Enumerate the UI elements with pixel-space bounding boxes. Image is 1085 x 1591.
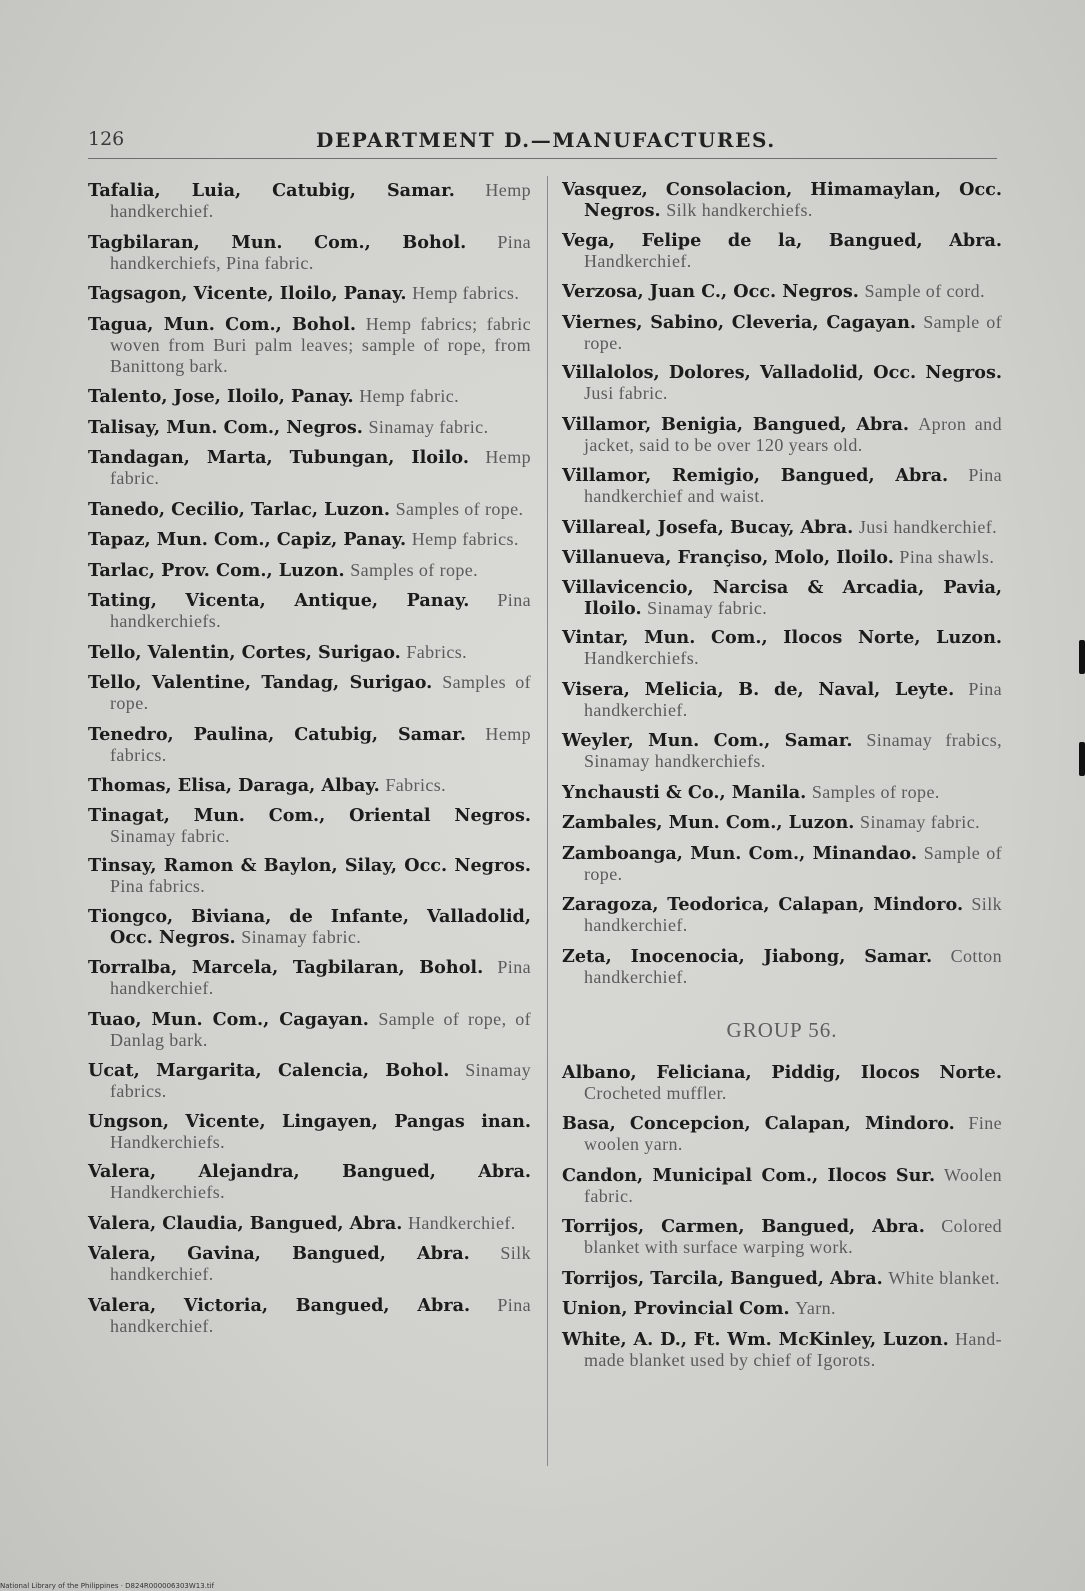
entry-text <box>88 724 531 766</box>
entry-text <box>88 1009 531 1051</box>
entry-text <box>562 628 1002 669</box>
exhibit-description: Sinamay fabric. <box>368 416 489 437</box>
exhibitor-name: Tinsay, Ramon & Baylon, Silay, Occ. Negros. <box>88 855 531 876</box>
directory-entry <box>88 907 531 948</box>
entry-text <box>562 782 1002 803</box>
directory-entry <box>88 1060 531 1102</box>
exhibit-description: Cotton handkerchief. <box>584 945 1002 987</box>
directory-entry <box>88 417 531 438</box>
directory-entry <box>88 283 531 304</box>
exhibitor-name: Tating, Vicenta, Antique, Panay. <box>88 590 470 611</box>
exhibit-description: Sinamay fabric. <box>110 825 230 846</box>
directory-entry <box>88 672 531 714</box>
exhibitor-name: Verzosa, Juan C., Occ. Negros. <box>562 281 859 302</box>
exhibit-description: Pina handkerchiefs, Pina fabric. <box>110 231 531 273</box>
exhibit-description: Pina handkerchiefs. <box>110 590 531 631</box>
exhibitor-name: Tarlac, Prov. Com., Luzon. <box>88 559 345 581</box>
entry-text <box>562 730 1002 772</box>
directory-entry <box>88 1295 531 1337</box>
scan-edge-mark <box>1079 640 1085 674</box>
directory-entry <box>562 1298 1002 1319</box>
right-column <box>562 180 1002 1380</box>
directory-entry <box>88 724 531 766</box>
exhibitor-name: Tagua, Mun. Com., Bohol. <box>88 313 356 335</box>
exhibitor-name: Zaragoza, Teodorica, Calapan, Mindoro. <box>562 894 964 915</box>
exhibit-description: Hemp fabric. <box>110 447 531 488</box>
exhibit-description: Hand-made blanket used by chief of Igorots. <box>584 1328 1002 1370</box>
exhibitor-name: Villanueva, Françiso, Molo, Iloilo. <box>562 547 894 568</box>
exhibit-description: Fabrics. <box>385 775 447 795</box>
entry-text <box>88 1243 531 1285</box>
exhibit-description: Sample of cord. <box>864 281 985 301</box>
directory-entry <box>562 1329 1002 1371</box>
scan-credit: National Library of the Philippines · D824R000006303W13.tif <box>0 1582 215 1590</box>
exhibitor-name: Visera, Melicia, B. de, Naval, Leyte. <box>562 678 955 700</box>
exhibit-description: Hemp fabrics; fabric woven from Buri palm leaves; sample of rope, from Banittong bark. <box>110 313 531 376</box>
directory-entry <box>562 1216 1002 1258</box>
exhibitor-name: Zamboanga, Mun. Com., Minandao. <box>562 842 917 864</box>
exhibit-description: Hemp fabrics. <box>110 723 532 765</box>
entry-text <box>88 529 531 550</box>
directory-entry <box>88 180 531 222</box>
entry-text <box>562 843 1002 885</box>
directory-entry <box>562 843 1002 885</box>
exhibit-description: Silk handkerchiefs. <box>666 200 813 220</box>
right-column-entries <box>562 180 1002 988</box>
entry-text <box>562 414 1002 456</box>
directory-entry <box>88 806 531 847</box>
entry-text <box>88 672 531 714</box>
exhibitor-name: Tandagan, Marta, Tubungan, Iloilo. <box>88 447 469 468</box>
exhibit-description: Sinamay fabric. <box>647 597 768 618</box>
exhibitor-name: Thomas, Elisa, Daraga, Albay. <box>88 775 380 796</box>
exhibit-description: Samples of rope. <box>110 672 532 713</box>
entry-text <box>562 547 1002 568</box>
left-column <box>88 180 531 1346</box>
exhibit-description: Pina handkerchief. <box>110 957 531 998</box>
directory-entry <box>562 894 1002 936</box>
directory-entry <box>562 281 1002 302</box>
entry-text <box>562 1113 1002 1155</box>
directory-entry <box>562 1268 1002 1289</box>
exhibitor-name: Basa, Concepcion, Calapan, Mindoro. <box>562 1113 955 1134</box>
exhibitor-name: Ynchausti & Co., Manila. <box>562 781 807 803</box>
exhibit-description: Jusi fabric. <box>584 383 668 403</box>
directory-entry <box>88 1009 531 1051</box>
entry-text <box>88 314 531 377</box>
directory-entry <box>562 946 1002 988</box>
exhibitor-name: Viernes, Sabino, Cleveria, Cagayan. <box>562 311 916 333</box>
exhibitor-name: Talisay, Mun. Com., Negros. <box>88 416 363 438</box>
exhibit-description: Pina handkerchief and waist. <box>584 465 1002 506</box>
exhibit-description: Sinamay fabric. <box>241 926 362 947</box>
entry-text <box>88 1213 531 1234</box>
exhibit-description: Samples of rope. <box>395 498 524 519</box>
directory-entry <box>88 1243 531 1285</box>
directory-entry <box>562 782 1002 803</box>
directory-entry <box>562 812 1002 833</box>
exhibitor-name: Valera, Alejandra, Bangued, Abra. <box>88 1161 531 1182</box>
directory-entry <box>88 856 531 897</box>
exhibit-description: Sample of rope. <box>584 311 1002 353</box>
exhibitor-name: Talento, Jose, Iloilo, Panay. <box>88 386 354 407</box>
entry-text <box>88 232 531 274</box>
exhibitor-name: Villavicencio, Narcisa & Arcadia, Pavia, Iloilo. <box>562 576 1002 619</box>
entry-text <box>562 812 1002 833</box>
exhibit-description: Sinamay fabric. <box>860 812 980 832</box>
exhibit-description: Apron and jacket, said to be over 120 years old. <box>584 413 1002 455</box>
running-title: DEPARTMENT D.—MANUFACTURES. <box>316 128 776 152</box>
directory-entry <box>88 775 531 796</box>
directory-entry <box>562 465 1002 507</box>
exhibit-description: Pina handkerchief. <box>584 678 1003 720</box>
directory-entry <box>562 312 1002 354</box>
exhibitor-name: Vasquez, Consolacion, Himamaylan, Occ. Negros. <box>562 179 1002 221</box>
exhibitor-name: Candon, Municipal Com., Ilocos Sur. <box>562 1164 936 1186</box>
directory-entry <box>562 414 1002 456</box>
entry-text <box>562 894 1002 936</box>
entry-text <box>88 283 531 304</box>
exhibit-description: Handkerchief. <box>584 250 692 271</box>
exhibitor-name: Valera, Claudia, Bangued, Abra. <box>88 1212 403 1234</box>
entry-text <box>562 1298 1002 1319</box>
exhibit-description: Handkerchiefs. <box>110 1182 226 1202</box>
directory-entry <box>88 1112 531 1153</box>
entry-text <box>88 957 531 999</box>
directory-entry <box>562 730 1002 772</box>
directory-entry <box>88 447 531 489</box>
directory-entry <box>562 517 1002 538</box>
exhibitor-name: Vintar, Mun. Com., Ilocos Norte, Luzon. <box>562 627 1002 648</box>
group-heading: GROUP 56. <box>726 1017 838 1042</box>
directory-entry <box>88 1213 531 1234</box>
directory-entry <box>88 957 531 999</box>
exhibit-description: Hemp fabric. <box>359 386 460 406</box>
exhibit-description: Sinamay frabics, Sinamay handkerchiefs. <box>584 730 1003 771</box>
exhibitor-name: Valera, Victoria, Bangued, Abra. <box>88 1294 471 1316</box>
directory-entry <box>88 529 531 550</box>
exhibitor-name: Tafalia, Luia, Catubig, Samar. <box>88 180 455 201</box>
exhibit-description: Samples of rope. <box>350 559 479 580</box>
column-divider <box>547 176 548 1466</box>
entry-text <box>88 1112 531 1153</box>
exhibitor-name: Tuao, Mun. Com., Cagayan. <box>88 1008 369 1030</box>
entry-text <box>88 1060 531 1102</box>
exhibitor-name: Tagsagon, Vicente, Iloilo, Panay. <box>88 283 407 304</box>
exhibit-description: Fabrics. <box>406 641 468 662</box>
directory-entry <box>562 1063 1002 1104</box>
directory-entry <box>562 231 1002 272</box>
entry-text <box>562 1216 1002 1258</box>
exhibit-description: Pina shawls. <box>899 547 995 567</box>
directory-entry <box>88 560 531 581</box>
exhibit-description: Samples of rope. <box>811 781 940 802</box>
exhibitor-name: Tanedo, Cecilio, Tarlac, Luzon. <box>88 498 390 520</box>
exhibitor-name: Villalolos, Dolores, Valladolid, Occ. Negros. <box>562 362 1002 383</box>
exhibit-description: Woolen fabric. <box>584 1164 1002 1206</box>
exhibitor-name: White, A. D., Ft. Wm. McKinley, Luzon. <box>562 1328 949 1350</box>
exhibitor-name: Villamor, Remigio, Bangued, Abra. <box>562 465 949 486</box>
directory-entry <box>562 547 1002 568</box>
scan-edge-mark <box>1079 742 1085 776</box>
directory-entry <box>88 590 531 632</box>
exhibit-description: Fine woolen yarn. <box>584 1113 1003 1154</box>
entry-text <box>562 946 1002 988</box>
entry-text <box>88 499 531 520</box>
entry-text <box>562 1165 1002 1207</box>
entry-text <box>88 180 531 222</box>
exhibitor-name: Tenedro, Paulina, Catubig, Samar. <box>88 723 466 745</box>
exhibit-description: Hemp fabrics. <box>412 283 520 303</box>
exhibit-description: Hemp fabrics. <box>411 529 519 549</box>
exhibit-description: Yarn. <box>795 1298 836 1318</box>
entry-text <box>88 447 531 489</box>
exhibit-description: Pina fabrics. <box>110 876 206 896</box>
entry-text <box>562 312 1002 354</box>
group-entries <box>562 1063 1002 1371</box>
entry-text <box>88 1295 531 1337</box>
entry-text <box>562 1063 1002 1104</box>
directory-entry <box>562 1113 1002 1155</box>
directory-entry <box>88 499 531 520</box>
exhibitor-name: Tagbilaran, Mun. Com., Bohol. <box>88 231 467 253</box>
exhibitor-name: Villamor, Benigia, Bangued, Abra. <box>562 413 910 435</box>
exhibit-description: Sample of rope. <box>584 842 1002 884</box>
exhibitor-name: Ucat, Margarita, Calencia, Bohol. <box>88 1060 450 1081</box>
exhibitor-name: Torrijos, Carmen, Bangued, Abra. <box>562 1216 925 1237</box>
entry-text <box>88 775 531 796</box>
entry-text <box>88 590 531 632</box>
directory-entry <box>562 578 1002 619</box>
exhibit-description: Hemp handkerchief. <box>110 180 531 221</box>
exhibitor-name: Tello, Valentin, Cortes, Surigao. <box>88 641 401 663</box>
exhibitor-name: Torrijos, Tarcila, Bangued, Abra. <box>562 1267 883 1289</box>
entry-text <box>88 806 531 847</box>
entry-text <box>562 281 1002 302</box>
exhibitor-name: Valera, Gavina, Bangued, Abra. <box>88 1243 470 1264</box>
page-number: 126 <box>88 128 125 150</box>
entry-text <box>562 1329 1002 1371</box>
exhibit-description: Crocheted muffler. <box>584 1082 727 1103</box>
entry-text <box>562 517 1002 538</box>
exhibitor-name: Villareal, Josefa, Bucay, Abra. <box>562 516 854 538</box>
exhibitor-name: Tapaz, Mun. Com., Capiz, Panay. <box>88 529 407 550</box>
exhibit-description: Jusi handkerchief. <box>858 516 998 537</box>
entry-text <box>562 465 1002 507</box>
exhibit-description: Sample of rope, of Danlag bark. <box>110 1008 531 1050</box>
exhibit-description: White blanket. <box>888 1267 1000 1288</box>
entry-text <box>562 578 1002 619</box>
directory-entry <box>88 232 531 274</box>
exhibitor-name: Union, Provincial Com. <box>562 1298 790 1319</box>
entry-text <box>88 417 531 438</box>
exhibit-description: Sinamay fabrics. <box>110 1060 532 1101</box>
directory-entry <box>562 180 1002 221</box>
exhibit-description: Silk handkerchief. <box>110 1243 531 1284</box>
exhibitor-name: Torralba, Marcela, Tagbilaran, Bohol. <box>88 957 484 978</box>
entry-text <box>88 907 531 948</box>
exhibitor-name: Tinagat, Mun. Com., Oriental Negros. <box>88 804 531 826</box>
entry-text <box>88 856 531 897</box>
exhibitor-name: Zambales, Mun. Com., Luzon. <box>562 812 855 833</box>
exhibitor-name: Tello, Valentine, Tandag, Surigao. <box>88 672 433 693</box>
entry-text <box>562 231 1002 272</box>
directory-entry <box>562 1165 1002 1207</box>
entry-text <box>88 386 531 407</box>
directory-entry <box>562 628 1002 669</box>
exhibit-description: Silk handkerchief. <box>584 894 1003 935</box>
page-header <box>88 128 997 159</box>
entry-text <box>88 1162 531 1203</box>
directory-entry <box>562 363 1002 404</box>
entry-text <box>88 560 531 581</box>
directory-entry <box>88 1162 531 1203</box>
exhibitor-name: Tiongco, Biviana, de Infante, Valladolid, Occ. Negros. <box>88 905 531 948</box>
entry-text <box>562 180 1002 221</box>
exhibitor-name: Vega, Felipe de la, Bangued, Abra. <box>562 229 1002 251</box>
entry-text <box>562 1268 1002 1289</box>
entry-text <box>562 679 1002 721</box>
exhibitor-name: Albano, Feliciana, Piddig, Ilocos Norte. <box>562 1061 1002 1083</box>
directory-entry <box>88 314 531 377</box>
exhibit-description: Colored blanket with surface warping work. <box>584 1216 1003 1257</box>
exhibitor-name: Zeta, Inocenocia, Jiabong, Samar. <box>562 945 933 967</box>
exhibit-description: Handkerchiefs. <box>584 648 700 668</box>
exhibitor-name: Weyler, Mun. Com., Samar. <box>562 730 853 751</box>
entry-text <box>88 642 531 663</box>
directory-entry <box>88 642 531 663</box>
directory-entry <box>88 386 531 407</box>
exhibit-description: Handkerchiefs. <box>110 1131 226 1152</box>
entry-text <box>562 363 1002 404</box>
exhibit-description: Handkerchief. <box>408 1212 516 1233</box>
directory-entry <box>562 679 1002 721</box>
exhibit-description: Pina handkerchief. <box>110 1294 531 1336</box>
exhibitor-name: Ungson, Vicente, Lingayen, Pangas inan. <box>88 1110 531 1132</box>
